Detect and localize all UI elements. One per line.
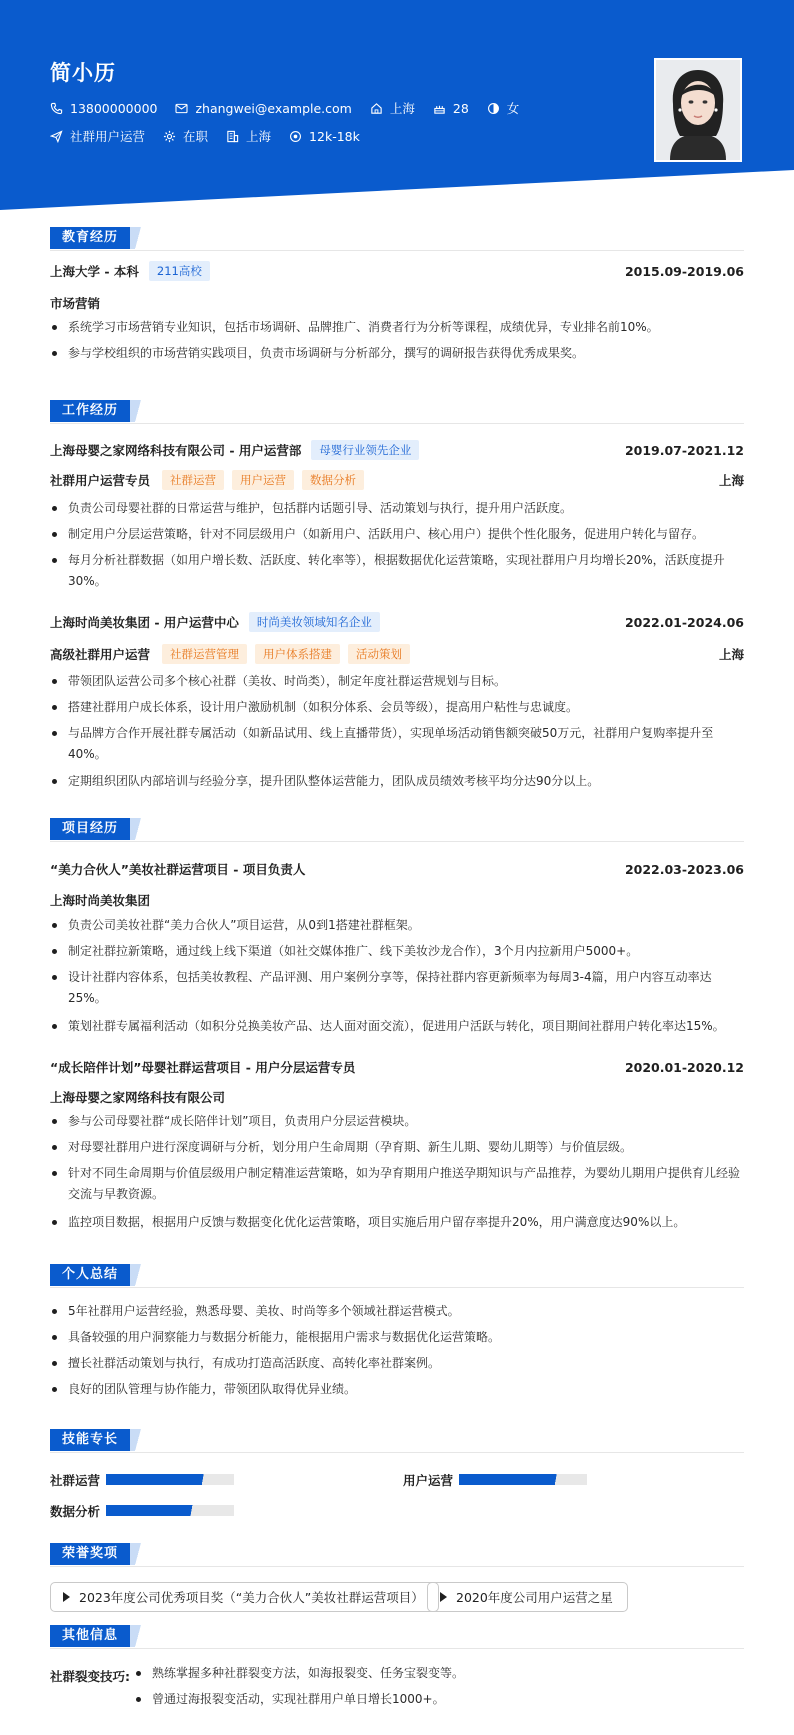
gear-icon: [163, 130, 176, 143]
skill-name: 数据分析: [50, 1504, 101, 1519]
skill-tag: 社群运营管理: [162, 644, 247, 664]
section-title: 工作经历: [50, 400, 130, 422]
job-header-row: [50, 612, 744, 632]
list-item: 搭建社群用户成长体系，设计用户激励机制（如积分体系、会员等级），提高用户粘性与忠诚度。: [50, 697, 744, 718]
project-org: 上海母婴之家网络科技有限公司: [50, 1090, 226, 1105]
email-address: zhangwei@example.com: [195, 100, 352, 116]
job-header-row: [50, 440, 744, 460]
project-org: 上海时尚美妆集团: [50, 893, 151, 908]
list-item: 对母婴社群用户进行深度调研与分析，划分用户生命周期（孕育期、新生儿期、婴幼儿期等）与价值层级。: [50, 1137, 744, 1158]
list-item: 设计社群内容体系，包括美妆教程、产品评测、用户案例分享等，保持社群内容更新频率为每周3-4篇，用户内容互动率达25%。: [50, 967, 744, 1009]
major-row: [50, 294, 744, 312]
project-date: 2020.01-2020.12: [624, 1059, 744, 1075]
list-item: 系统学习市场营销专业知识，包括市场调研、品牌推广、消费者行为分析等课程，成绩优异，专业排名前10%。: [50, 317, 744, 338]
other-section-header: [50, 1625, 744, 1649]
mail-icon: [175, 103, 188, 114]
list-item: 监控项目数据，根据用户反馈与数据变化优化运营策略，项目实施后用户留存率提升20%，用户满意度达90%以上。: [50, 1212, 744, 1233]
money-icon: [289, 130, 302, 143]
list-item: 负责公司母婴社群的日常运营与维护，包括群内话题引导、活动策划与执行，提升用户活跃度。: [50, 498, 744, 519]
job-date: 2022.01-2024.06: [624, 614, 744, 630]
salary-item: [289, 129, 360, 144]
skill-level-bar: [106, 1474, 234, 1485]
job-role: 社群用户运营专员: [50, 473, 151, 488]
company-name: 上海母婴之家网络科技有限公司 - 用户运营部: [50, 443, 302, 458]
awards-section-header: [50, 1543, 744, 1567]
project-name: “成长陪伴计划”母婴社群运营项目 - 用户分层运营专员: [50, 1060, 356, 1075]
section-title: 荣誉奖项: [50, 1543, 130, 1565]
work-city: 上海: [246, 129, 272, 144]
building-icon: [226, 130, 239, 143]
triangle-bullet-icon: [63, 1592, 70, 1602]
list-item: 具备较强的用户洞察能力与数据分析能力，能根据用户需求与数据优化运营策略。: [50, 1327, 744, 1348]
city: 上海: [389, 101, 415, 116]
school-name: 上海大学 - 本科: [50, 264, 139, 279]
project-name: “美力合伙人”美妆社群运营项目 - 项目负责人: [50, 862, 306, 877]
portrait-illustration: [656, 60, 740, 160]
candidate-name: 简小历: [50, 61, 116, 85]
skill-tag: 用户运营: [232, 470, 294, 490]
job-role: 高级社群用户运营: [50, 647, 151, 662]
other-label: 社群裂变技巧:: [50, 1669, 130, 1684]
list-item: 制定社群拉新策略，通过线上线下渠道（如社交媒体推广、线下美妆沙龙合作），3个月内拉新用户5000+。: [50, 941, 744, 962]
skill-level-bar: [459, 1474, 587, 1485]
job-city: 上海: [718, 473, 744, 488]
list-item: 5年社群用户运营经验，熟悉母婴、美妆、时尚等多个领域社群运营模式。: [50, 1301, 744, 1322]
company-tag: 时尚美妆领域知名企业: [249, 612, 380, 632]
summary-section-header: [50, 1264, 744, 1288]
section-title: 项目经历: [50, 818, 130, 840]
education-section: [50, 227, 744, 377]
skill-level-bar: [106, 1505, 234, 1516]
skill-level-fill: [106, 1505, 196, 1516]
skill-tag: 用户体系搭建: [255, 644, 340, 664]
gender-item: [487, 99, 520, 117]
list-item: 熟练掌握多种社群裂变方法，如海报裂变、任务宝裂变等。: [134, 1663, 744, 1684]
award-name: 2023年度公司优秀项目奖（“美力合伙人”美妆社群运营项目）: [79, 1590, 424, 1605]
project-header-row: [50, 1058, 744, 1076]
work-city-item: [226, 127, 271, 145]
send-icon: [50, 130, 63, 143]
company-name: 上海时尚美妆集团 - 用户运营中心: [50, 615, 239, 630]
job-city: 上海: [718, 647, 744, 662]
skills-section: [50, 1429, 744, 1539]
education-date: 2015.09-2019.06: [624, 263, 744, 279]
list-item: 参与公司母婴社群“成长陪伴计划”项目，负责用户分层运营模块。: [50, 1111, 744, 1132]
job-target: 社群用户运营: [70, 129, 146, 144]
resume-header: [0, 0, 794, 210]
list-item: 参与学校组织的市场营销实践项目，负责市场调研与分析部分，撰写的调研报告获得优秀成果奖。: [50, 343, 744, 364]
list-item: 擅长社群活动策划与执行，有成功打造高活跃度、高转化率社群案例。: [50, 1353, 744, 1374]
skill-tag: 数据分析: [302, 470, 364, 490]
company-tag: 母婴行业领先企业: [311, 440, 419, 460]
city-item: [370, 99, 415, 117]
list-item: 每月分析社群数据（如用户增长数、活跃度、转化率等），根据数据优化运营策略，实现社群用户月均增长20%，活跃度提升30%。: [50, 550, 744, 592]
work-section: [50, 400, 744, 800]
award-name: 2020年度公司用户运营之星: [456, 1590, 613, 1605]
email-item: [175, 101, 351, 116]
employment-status: 在职: [183, 129, 209, 144]
status-item: [163, 127, 208, 145]
age: 28: [452, 100, 469, 116]
projects-section-header: [50, 818, 744, 842]
projects-section: [50, 818, 744, 1248]
job-date: 2019.07-2021.12: [624, 442, 744, 458]
section-title: 教育经历: [50, 227, 130, 249]
project-org-row: [50, 891, 744, 909]
role-row: [50, 470, 744, 490]
skill-tag: 社群运营: [162, 470, 224, 490]
major: 市场营销: [50, 296, 101, 311]
skill-level-fill: [106, 1474, 208, 1485]
project-org-row: [50, 1088, 744, 1106]
awards-list: [50, 1582, 744, 1614]
gender: 女: [506, 101, 520, 116]
list-item: 定期组织团队内部培训与经验分享，提升团队整体运营能力，团队成员绩效考核平均分达90分以上。: [50, 771, 744, 792]
project-header-row: [50, 860, 744, 878]
school-tag: 211高校: [149, 261, 210, 281]
list-item: 制定用户分层运营策略，针对不同层级用户（如新用户、活跃用户、核心用户）提供个性化服务，促进用户转化与留存。: [50, 524, 744, 545]
skill-level-fill: [459, 1474, 561, 1485]
phone-item: [50, 101, 157, 116]
section-title: 其他信息: [50, 1625, 130, 1647]
list-item: 策划社群专属福利活动（如积分兑换美妆产品、达人面对面交流），促进用户活跃与转化，项目期间社群用户转化率达15%。: [50, 1016, 744, 1037]
summary-section: [50, 1264, 744, 1414]
job-target-item: [50, 127, 145, 145]
salary-range: 12k-18k: [309, 128, 360, 144]
education-section-header: [50, 227, 744, 251]
list-item: 针对不同生命周期与价值层级用户制定精准运营策略，如为孕育期用户推送孕期知识与产品推荐，为婴幼儿期用户提供育儿经验交流与早教资源。: [50, 1163, 744, 1205]
age-item: [433, 101, 469, 116]
section-title: 技能专长: [50, 1429, 130, 1451]
work-section-header: [50, 400, 744, 424]
award-item: [50, 1582, 439, 1612]
home-icon: [370, 102, 383, 115]
section-title: 个人总结: [50, 1264, 130, 1286]
award-item: [427, 1582, 628, 1612]
skill-name: 社群运营: [50, 1473, 101, 1488]
phone-number: 13800000000: [70, 100, 158, 116]
cake-icon: [433, 102, 446, 115]
skill-name: 用户运营: [403, 1473, 454, 1488]
phone-icon: [50, 102, 63, 115]
list-item: 良好的团队管理与协作能力，带领团队取得优异业绩。: [50, 1379, 744, 1400]
list-item: 与品牌方合作开展社群专属活动（如新品试用、线上直播带货），实现单场活动销售额突破50万元，社群用户复购率提升至40%。: [50, 723, 744, 765]
skills-section-header: [50, 1429, 744, 1453]
role-row: [50, 644, 744, 664]
gender-icon: [487, 102, 500, 115]
contact-row: [50, 99, 537, 117]
list-item: 负责公司美妆社群“美力合伙人”项目运营，从0到1搭建社群框架。: [50, 915, 744, 936]
job-intention-row: [50, 127, 378, 145]
triangle-bullet-icon: [440, 1592, 447, 1602]
education-header-row: [50, 261, 744, 281]
project-date: 2022.03-2023.06: [624, 861, 744, 877]
other-section: [50, 1625, 744, 1725]
profile-photo: [654, 58, 742, 162]
list-item: 曾通过海报裂变活动，实现社群用户单日增长1000+。: [134, 1689, 744, 1710]
awards-section: [50, 1543, 744, 1623]
list-item: 带领团队运营公司多个核心社群（美妆、时尚类），制定年度社群运营规划与目标。: [50, 671, 744, 692]
skill-tag: 活动策划: [348, 644, 410, 664]
